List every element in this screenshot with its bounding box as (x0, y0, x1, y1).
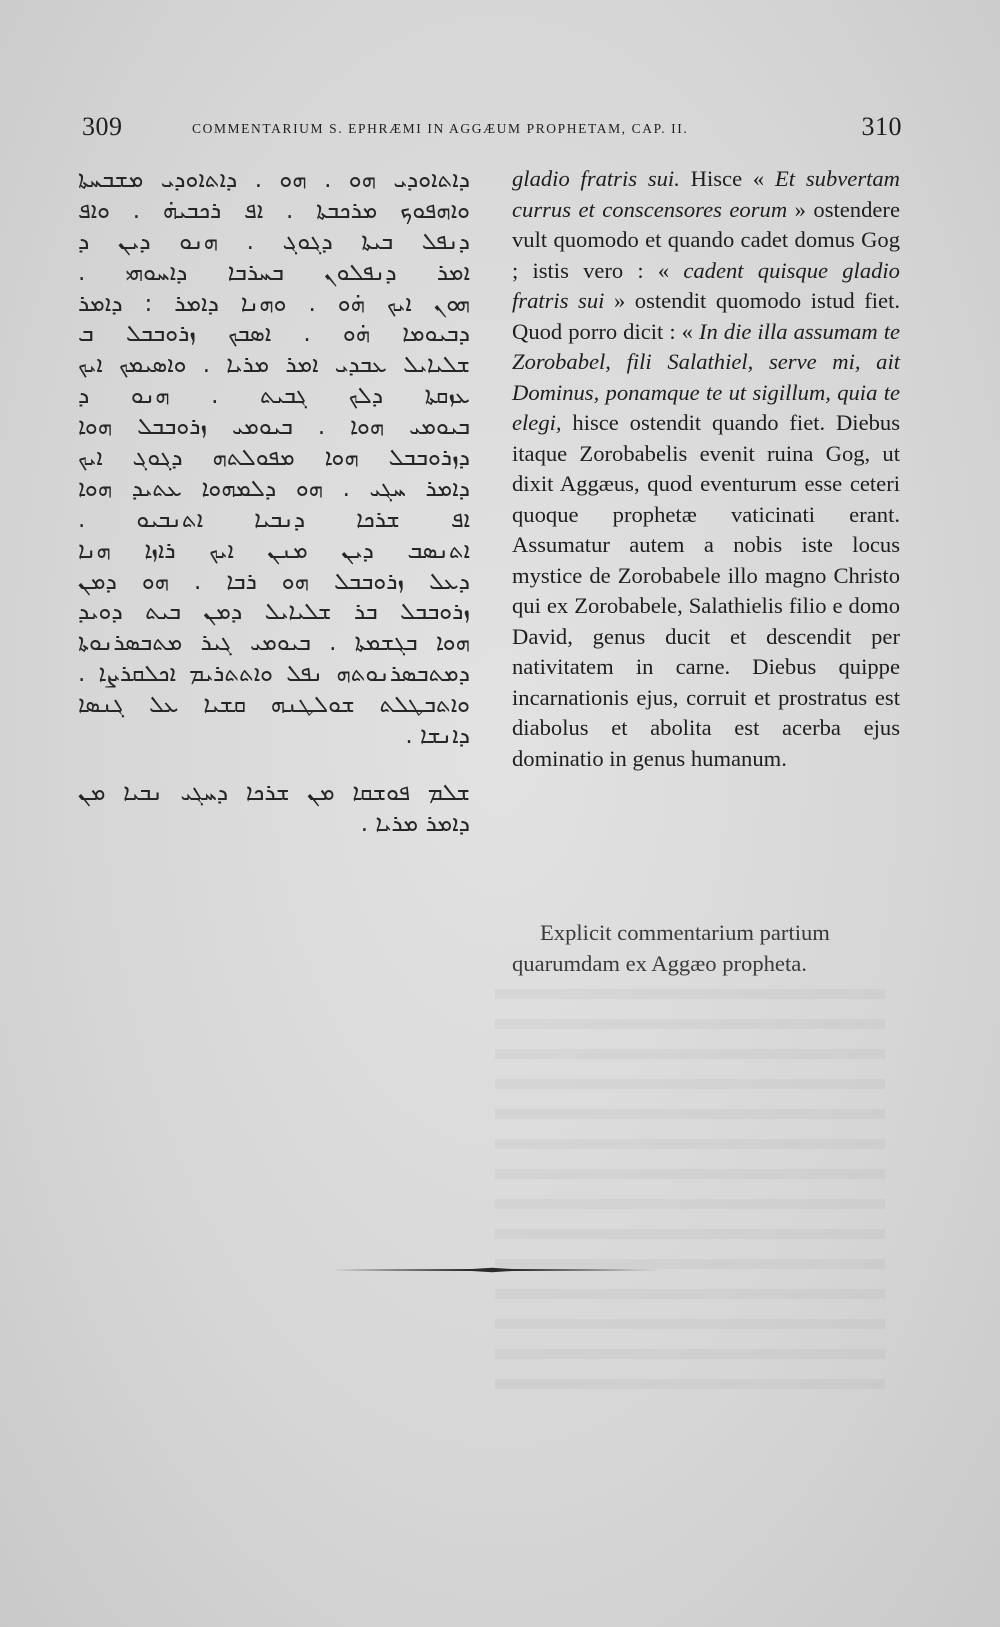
closing-rule (332, 1266, 662, 1274)
page-number-left: 309 (82, 112, 123, 141)
syriac-line: ܐܡܪ ܕܢܦܠܘܢ ܒܚܪܒܐ ܕܐܚܘܗܝ . (78, 259, 470, 286)
latin-italic-text: gladio fratris sui. (512, 166, 680, 191)
closing-rule-graphic (332, 1266, 662, 1274)
syriac-line: ܙܪܘܒܒܠ ܒܪ ܫܠܝܐܝܠ ܕܡܢ ܒܝܬ ܕܘܝܕ (78, 599, 470, 626)
syriac-line: ܕܢܦܠ ܒܝܬܐ ܕܓܘܓ . ܗܢܘ ܕܝܢ ܕ (78, 228, 470, 255)
syriac-line: ܕܡܬܒܣܪܢܘܬܗ ܢܦܠ ܘܐܬܬܪܝܡ ܐܟܠܩܪܨܐ . (78, 661, 470, 688)
explicit-colophon: Explicit commentarium partium quarumdam ex Aggæo propheta. (512, 920, 830, 976)
syriac-line: ܕܐܡܪ ܚܓܝ . ܗܘ ܕܠܡܗܘܐ ܥܬܝܕ ܗܘܐ (78, 475, 470, 502)
syriac-line: ܗܘܐ ܒܓܫܡܬܐ . ܒܝܘܡܝ ܓܝܪ ܡܬܒܣܪܢܘܬܐ (78, 630, 470, 657)
syriac-line: ܕܐܢܫܐ . (405, 723, 470, 750)
latin-italic-text: cadent quisque gladio fratris sui (512, 257, 900, 313)
syriac-line: ܐܦ ܫܪܟܐ ܕܢܒܝܐ ܐܬܢܒܝܘ . (78, 506, 470, 533)
syriac-line: ܕܥܠ ܙܪܘܒܒܠ ܗܘ ܪܒܐ . ܗܘ ܕܡܢ (78, 568, 470, 595)
latin-italic-text: Et subvertam currus et conscensores eorum (512, 166, 901, 222)
syriac-line: ܒܝܘܡܝ ܗܘܐ . ܒܝܘܡܝ ܙܪܘܒܒܠ ܗܘܐ (78, 414, 470, 441)
syriac-line: ܘܐܬܒܛܠܬ ܫܘܠܛܢܗ ܩܫܝܐ ܥܠ ܓܢܣܐ (78, 692, 470, 719)
latin-text: » ostendere vult quomodo et quando cadet domus Gog ; istis vero : « (512, 196, 900, 283)
running-title: COMMENTARIUM S. EPHRÆMI IN AGGÆUM PROPHETAM, CAP. II. (192, 121, 689, 136)
syriac-line: ܥܙܩܬܐ ܕܠܟ ܓܒܝܬ . ܗܢܘ ܕ (78, 383, 470, 410)
syriac-closing-line: ܕܐܡܪ ܡܪܝܐ . (360, 810, 470, 837)
latin-paragraph (512, 164, 900, 774)
latin-text: hisce ostendit quando fiet. Diebus itaque Zorobabelis evenit ruina Gog, ut dixit Aggæus, quod eventurum esse ceteri quoque prophetæ vaticinati erant. Assumatur autem a nobis iste locus mystice de Zorobabele illo magno Christo qui ex Zorobabele, Salathielis filio e domo David, genus ducit et descendit per nativitatem in carne. Diebus quippe incarnationis ejus, corruit et prostratus est diabolus et abolita est acerba ejus dominatio in genus humanum. (512, 410, 900, 771)
latin-text: » ostendit quomodo istud fiet. Quod porro dicit : « (512, 288, 900, 344)
syriac-closing-line: ܫܠܡ ܦܘܫܩܐ ܡܢ ܫܪܟܐ ܕܚܓܝ ܢܒܝܐ ܡܢ (78, 779, 470, 806)
syriac-line: ܐܬܢܣܒ ܕܝܢ ܡܢܢ ܐܝܟ ܪܐܙܐ ܗܢܐ (78, 537, 470, 564)
page-number-right: 310 (861, 112, 902, 141)
syriac-line: ܕܒܝܘܡܐ ܗ̇ܘ . ܐܣܒܟ ܙܪܘܒܒܠ ܒ (78, 321, 470, 348)
syriac-line: ܫܠܝܐܝܠ ܥܒܕܝ ܐܡܪ ܡܪܝܐ . ܘܐܣܝܡܟ ܐܝܟ (78, 352, 470, 379)
show-through-texture (495, 975, 885, 1395)
syriac-line: ܕܐܬܐܘܕܝ ܗܘ . ܗܘ . ܕܐܬܐܘܕܝ ܡܫܒܚܬܐ (78, 167, 470, 193)
running-header (82, 112, 902, 152)
syriac-line: ܘܐܗܦܘܟ ܡܪܟܒܬܐ . ܐܦ ܪܟܒܝܗ̇ . ܘܐܦ (78, 197, 470, 224)
syriac-line: ܕܙܪܘܒܒܠ ܗܘܐ ܡܦܘܠܬܗ ܕܓܘܓ ܐܝܟ (78, 445, 470, 472)
syriac-column (78, 165, 470, 840)
latin-text: Hisce « (679, 166, 775, 191)
syriac-line: ܗܘܢ ܐܝܟ ܗ̇ܘ . ܘܗܢܐ ܕܐܡܪ : ܕܐܡܪ (78, 290, 470, 317)
latin-italic-text: In die illa assumam te Zorobabel, fili Salathiel, serve mi, ait Dominus, ponamque te ut sigillum, quia te elegi, (512, 318, 901, 435)
latin-column (512, 164, 900, 774)
syriac-paragraph-gap (78, 752, 470, 778)
